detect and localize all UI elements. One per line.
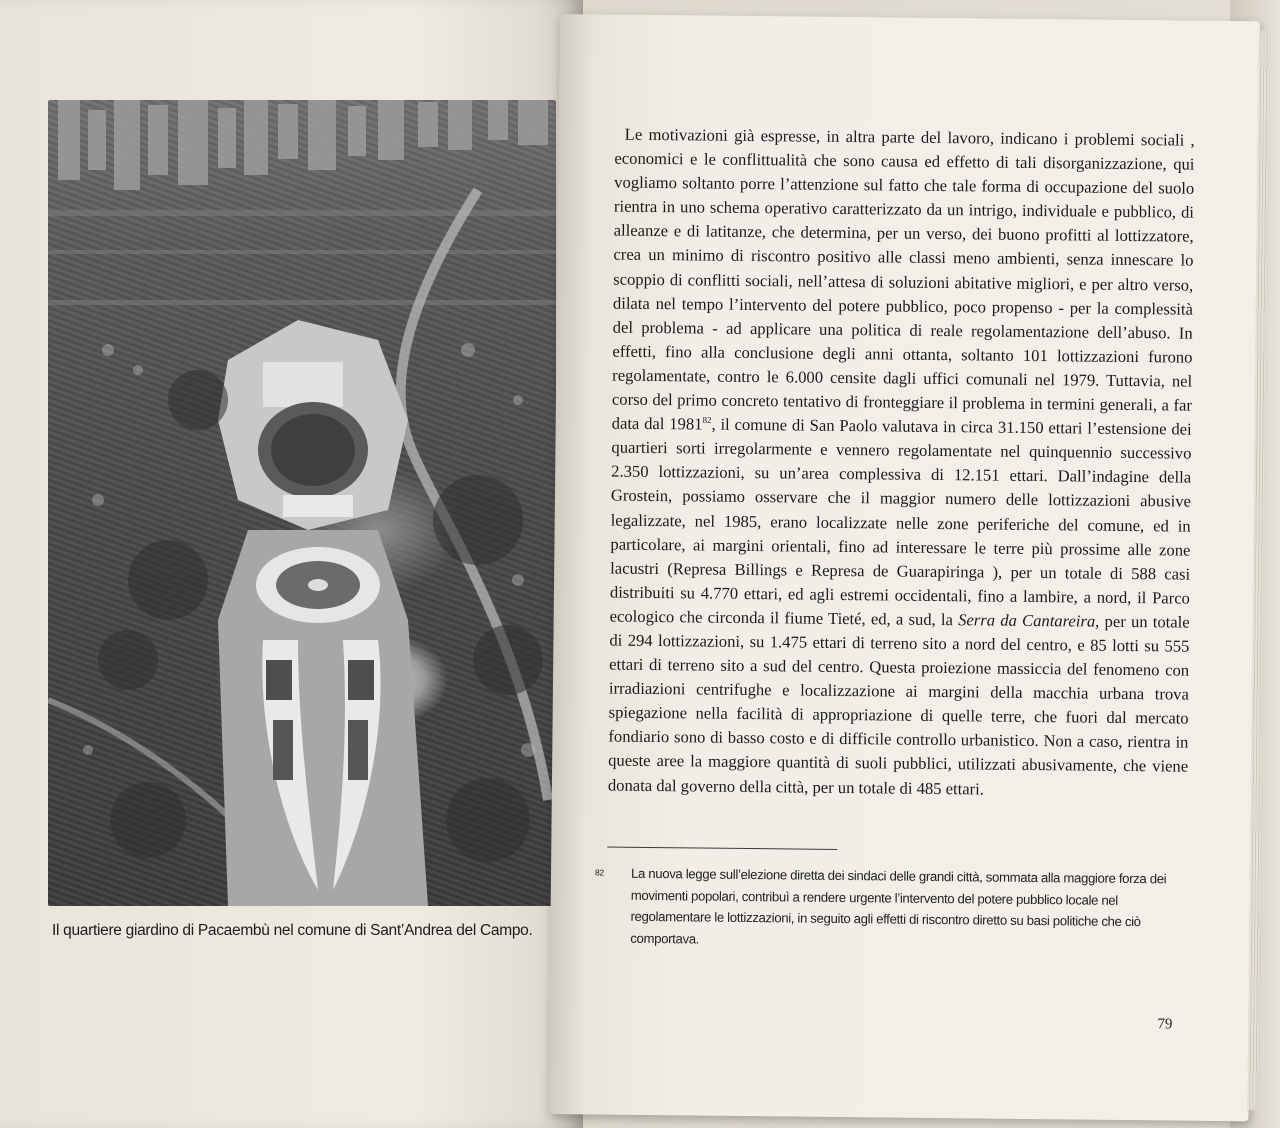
page-number: 79 [1157,1016,1173,1033]
footnote-reference[interactable]: 82 [702,415,712,426]
aerial-stadium-photo [48,100,556,906]
left-page [0,0,583,1128]
italic-place-name: Serra da Cantareira [958,610,1096,631]
photo-caption: Il quartiere giardino di Pacaembù nel comune di Sant’Andrea del Campo. [52,922,533,939]
right-page [548,14,1259,1121]
footnote-text: La nuova legge sull’elezione diretta dei sindaci delle grandi città, sommata alla maggiore forza dei movimenti popolari, contribuì a rendere urgente l’intervento del potere pubblico locale nel regolamentare le lottizzazioni, in seguito agli effetti di riscontro diretto su basi politiche che ciò comportava. [630,865,1167,947]
body-text-part3: , per un totale di 294 lottizzazioni, su 1.475 ettari di terreno sito a nord del centro, e 85 lotti su 555 ettari di terreno sito a sud del centro. Questa proiezione massiccia del fenomeno con irradiazioni centrifughe e localizzazione ai margini della macchia urbana trova spiegazione nella facilità di appropriazione di quelle terre, che fuori dal mercato fondiario sono di basso costo e di difficile controllo urbanistico. Non a caso, rientra in queste aree la maggiore quantità di suoli pubblici, utilizzati abusivamente, che viene donata dal governo della città, per un totale di 485 ettari. [607,611,1190,799]
footnote-divider [607,847,837,850]
photo-illustration-icon [48,100,556,906]
footnote [594,863,1187,955]
body-text-part1: Le motivazioni già espresse, in altra parte del lavoro, indicano i problemi sociali , economici e le conflittualità che sono causa ed effetto di tali disorganizzazione, qui vogliamo soltanto porre l’attenzione sul fatto che tale forma di occupazione del suolo rientra in uno schema operativo caratterizzato da un intrigo, individuale e pubblico, di alleanze e di latitanze, che determina, per un verso, dei buono profitti al lottizzatore, crea un minimo di riscontro positivo alle classi meno ambienti, senza innescare lo scoppio di conflitti sociali, nell’attesa di soluzioni abitative migliori, e per altro verso, dilata nel tempo l’intervento del potere pubblico, poco propenso - per la complessità del problema - ad applicare una politica di reale regolamentazione dell’abuso. In effetti, fino alla conclusione degli anni ottanta, soltanto 101 lottizzazioni furono regolamentate, contro le 6.000 censite dagli uffici comunali nel 1979. Tuttavia, nel corso del primo concreto tentativo di fronteggiare il problema in termini generali, a far data dal 1981 [611,124,1195,434]
body-text-part2: , il comune di San Paolo valutava in circa 31.150 ettari l’estensione dei quartieri sorti irregolarmente e vennero regolamentate nel quinquennio successivo 2.350 lottizzazioni, su un’area complessiva di 12.151 ettari. Dall’indagine della Grostein, possiamo osservare che il maggior numero delle lottizzazioni abusive legalizzate, nel 1985, erano localizzate nelle zone periferiche del comune, ed in particolare, ai margini orientali, fino ad interessare le terre più prossime alle zone lacustri (Represa Billings e Represa de Guarapiringa ), per un totale di 588 casi distribuiti su 4.770 ettari, ed agli estremi occidentali, fino a lambire, a nord, il Parco ecologico che circonda il fiume Tieté, ed, a sud, la [609,414,1192,630]
footnote-number: 82 [594,867,604,878]
body-paragraph [608,123,1195,804]
